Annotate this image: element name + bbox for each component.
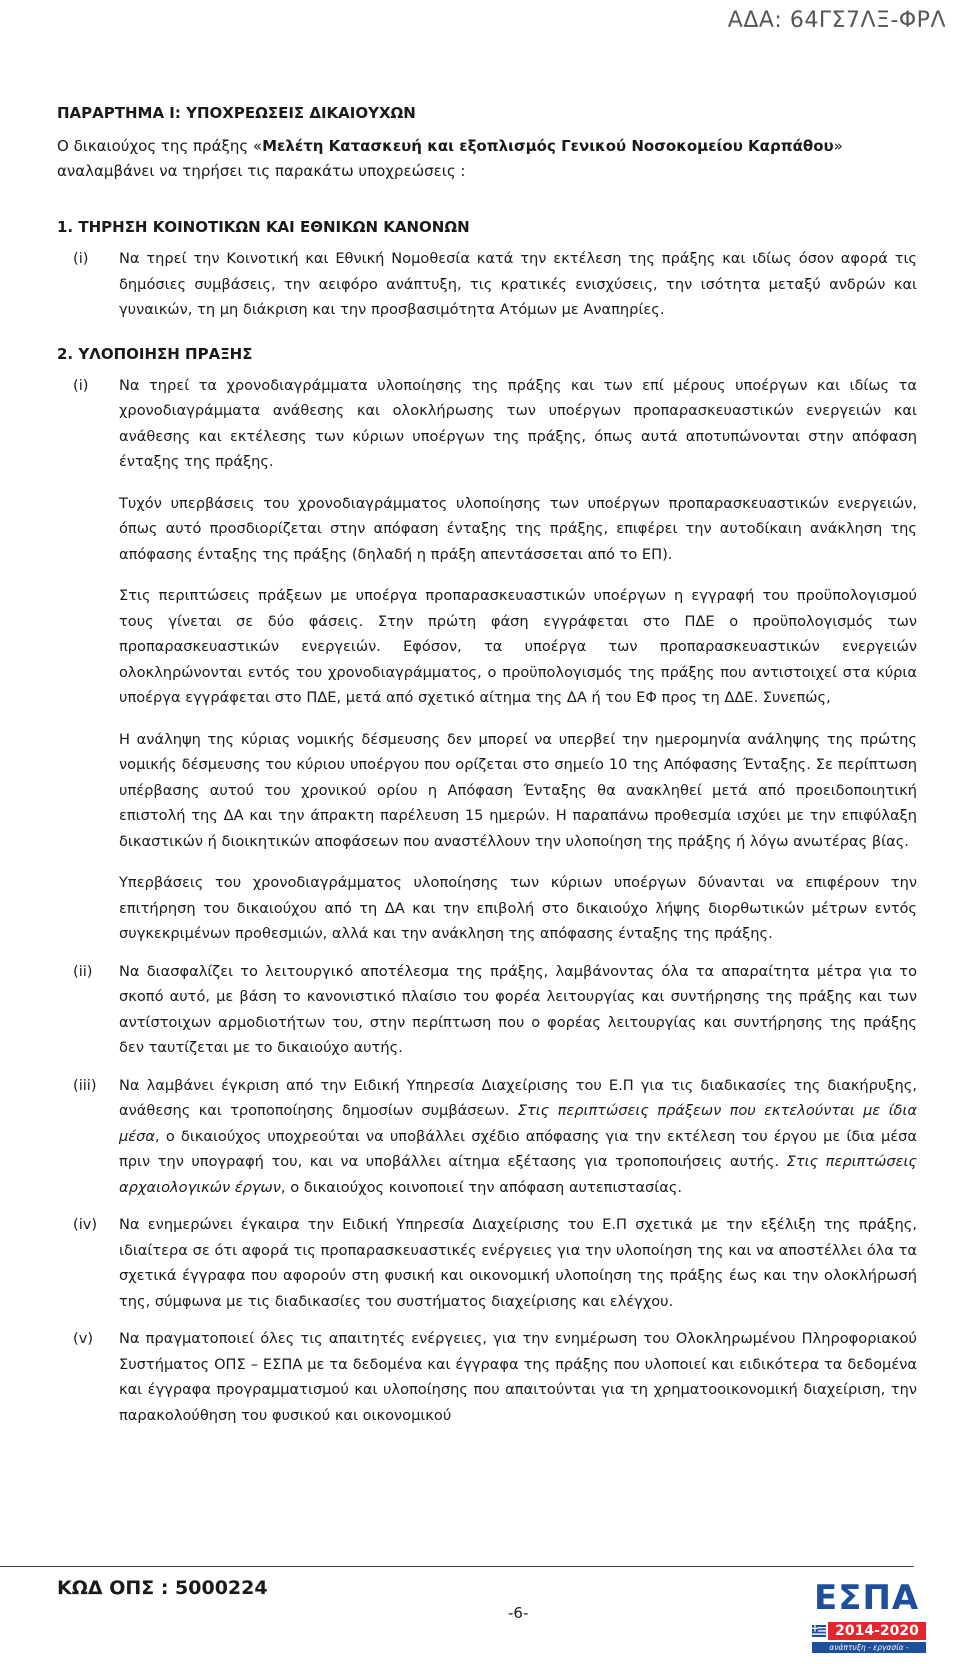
text-run: , ο δικαιούχος κοινοποιεί την απόφαση αυτεπιστασίας. [280,1178,683,1196]
paragraph: Τυχόν υπερβάσεις του χρονοδιαγράμματος υλοποίησης των υποέργων προπαρασκευαστικών ενεργειών, όπως αυτό προσδιορίζεται στην απόφαση ένταξης της πράξης, επιφέρει την αυτοδίκαιη ανάκληση της απόφασης ένταξης της πράξης (δηλαδή η πράξη απεντάσσεται από το ΕΠ). [119,494,917,563]
project-name: Μελέτη Κατασκευή και εξοπλισμός Γενικού Νοσοκομείου Καρπάθου [262,137,834,155]
item-label: (ii) [73,962,93,980]
intro-after: » αναλαμβάνει να τηρήσει τις παρακάτω υποχρεώσεις : [57,137,843,180]
section-1-item-i [57,246,917,323]
section-2-item-v [57,1326,917,1428]
item-text: Να τηρεί την Κοινοτική και Εθνική Νομοθεσία κατά την εκτέλεση της πράξης και ιδίως όσον αφορά τις δημόσιες συμβάσεις, την αειφόρο ανάπτυξη, τις κρατικές ενισχύσεις, την ισότητα μεταξύ ανδρών και γυναικών, τη μη διάκριση και την προσβασιμότητα Ατόμων με Αναπηρίες. [119,250,917,318]
section-1-title: 1. ΤΗΡΗΣΗ ΚΟΙΝΟΤΙΚΩΝ ΚΑΙ ΕΘΝΙΚΩΝ ΚΑΝΟΝΩΝ [57,218,470,236]
item-text [119,1073,917,1201]
document-body [57,104,917,1428]
italic-run: Στις περιπτώσεις πράξεων που εκτελούνται με ίδια μέσα [119,1102,917,1145]
espa-logo [808,1578,928,1663]
page-number: -6- [508,1604,529,1622]
text-run: , ο δικαιούχος υποχρεούται να υποβάλλει σχέδιο απόφασης για την εκτέλεση του έργου με ίδια μέσα πριν την υπογραφή του, και να υποβάλλει αίτημα εξέτασης για τροποποιήσεις αυτής. [119,1127,917,1170]
footer-divider [0,1566,914,1567]
item-text: Να ενημερώνει έγκαιρα την Ειδική Υπηρεσία Διαχείρισης του Ε.Π σχετικά με την εξέλιξη της πράξης, ιδιαίτερα σε ότι αφορά τις προπαρασκευαστικές ενέργειες για την υλοποίηση της και να αποστέλλει όλα τα σχετικά έγγραφα που αφορούν στη φυσική και οικονομική υλοποίηση της πράξης έως και την ολοκλήρωσή της, σύμφωνα με τις διαδικασίες του συστήματος διαχείρισης και ελέγχου. [119,1216,917,1310]
section-2-item-i [57,373,917,947]
espa-logo-tagline: ανάπτυξη - εργασία - αλληλεγγύη [812,1642,926,1653]
italic-run: Στις περιπτώσεις αρχαιολογικών έργων [119,1153,917,1196]
section-2-item-iii [57,1073,917,1201]
paragraph: Υπερβάσεις του χρονοδιαγράμματος υλοποίησης των κύριων υποέργων δύνανται να επιφέρουν την επιτήρηση του δικαιούχου από τη ΔΑ και την επιβολή στο δικαιούχο λήψης διορθωτικών μέτρων εντός συγκεκριμένων προθεσμιών, αλλά και την ανάκληση της απόφασης ένταξης της πράξης. [119,874,917,942]
paragraph: Να τηρεί τα χρονοδιαγράμματα υλοποίησης της πράξης και των επί μέρους υποέργων και ιδίως τα χρονοδιαγράμματα ανάθεσης και ολοκλήρωσης των υποέργων προπαρασκευαστικών ενεργειών και ανάθεσης και εκτέλεσης των κύριων υποέργων της πράξης, όπως αυτά αποτυπώνονται στην απόφαση ένταξης της πράξης. [119,376,917,470]
section-2-item-ii [57,959,917,1061]
item-label: (v) [73,1330,94,1347]
section-2-title: 2. ΥΛΟΠΟΙΗΣΗ ΠΡΑΞΗΣ [57,344,253,363]
annex-title: ΠΑΡΑΡΤΗΜΑ Ι: ΥΠΟΧΡΕΩΣΕΙΣ ΔΙΚΑΙΟΥΧΩΝ [57,104,416,122]
item-text: Να πραγματοποιεί όλες τις απαιτητές ενέργειες, για την ενημέρωση του Ολοκληρωμένου Πληροφοριακού Συστήματος ΟΠΣ – ΕΣΠΑ με τα δεδομένα και έγγραφα της πράξης που υλοποιεί και ειδικότερα τα δεδομένα και έγγραφα προγραμματισμού και υλοποίησης που απαιτούνται για τη χρηματοοικονομική διαχείριση, την παρακολούθηση του φυσικού και οικονομικού [119,1330,917,1424]
intro-paragraph [57,134,917,184]
intro-before: Ο δικαιούχος της πράξης « [57,137,263,155]
paragraph: Στις περιπτώσεις πράξεων με υποέργα προπαρασκευαστικών υποέργων η εγγραφή του προϋπολογισμού τους γίνεται σε δύο φάσεις. Στην πρώτη φάση εγγράφεται στο ΠΔΕ ο προϋπολογισμός των προπαρασκευαστικών ενεργειών. Εφόσον, τα υποέργα των προπαρασκευαστικών ενεργειών ολοκληρώνονται εντός του χρονοδιαγράμματος, ο προϋπολογισμός της πράξης που αντιστοιχεί στα κύρια υποέργα εγγράφεται στο ΠΔΕ, μετά από σχετικό αίτημα της ΔΑ ή του ΕΦ προς τη ΔΔΕ. Συνεπώς, [119,587,917,706]
greek-flag-icon [812,1625,826,1637]
ops-code: ΚΩΔ ΟΠΣ : 5000224 [57,1577,268,1599]
item-label: (i) [73,376,89,394]
item-label: (iv) [73,1216,98,1233]
paragraph: Η ανάληψη της κύριας νομικής δέσμευσης δεν μπορεί να υπερβεί την ημερομηνία ανάληψης της πρώτης νομικής δέσμευσης του κύριου υποέργου που ορίζεται στο σημείο 10 της Απόφασης Ένταξης. Σε περίπτωση υπέρβασης αυτού του χρονικού ορίου η Απόφαση Ένταξης θα ανακληθεί μετά από προειδοποιητική επιστολή της ΔΑ και την άπρακτη παρέλευση 15 ημερών. Η παραπάνω προθεσμία ισχύει με την επιφύλαξη δικαστικών ή διοικητικών αποφάσεων που αναστέλλουν την υλοποίηση της πράξης ή λόγω ανωτέρας βίας. [119,730,917,850]
item-label: (i) [73,250,89,267]
item-label: (iii) [73,1076,97,1094]
item-text [119,373,917,947]
item-text: Να διασφαλίζει το λειτουργικό αποτέλεσμα της πράξης, λαμβάνοντας όλα τα απαραίτητα μέτρα για το σκοπό αυτό, με βάση το κανονιστικό πλαίσιο του φορέα λειτουργίας και συντήρησης της πράξης και των αντίστοιχων αρμοδιοτήτων του, στην περίπτωση που ο φορέας λειτουργίας και συντήρησης της πράξης δεν ταυτίζεται με το δικαιούχο αυτής. [119,962,917,1056]
espa-logo-title: ΕΣΠΑ [814,1578,920,1618]
ada-code: ΑΔΑ: 64ΓΣ7ΛΞ-ΦΡΛ [727,8,946,33]
section-2-item-iv [57,1212,917,1314]
text-run: Να λαμβάνει έγκριση από την Ειδική Υπηρεσία Διαχείρισης του Ε.Π για τις διαδικασίες της διακήρυξης, ανάθεσης και τροποποίησης δημοσίων συμβάσεων. [119,1076,917,1119]
espa-logo-years: 2014-2020 [828,1622,926,1640]
